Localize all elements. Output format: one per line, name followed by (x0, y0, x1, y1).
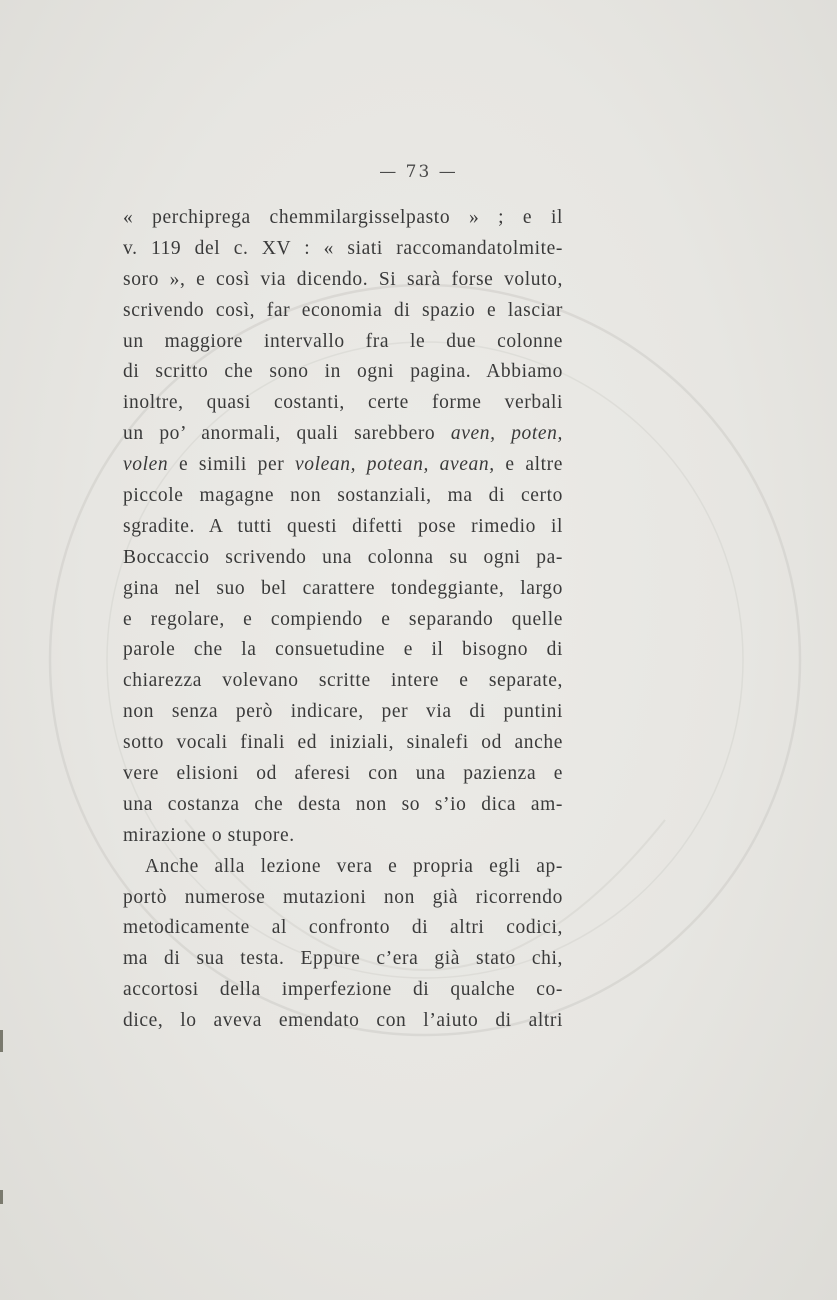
italic-text: aven, poten, (450, 423, 563, 445)
text-line: ma di sua testa. Eppure c’era già stato chi, (123, 948, 563, 970)
text-line: di scritto che sono in ogni pagina. Abbiamo (123, 361, 563, 383)
page-edge-mark (0, 1190, 3, 1204)
text-line: v. 119 del c. XV : « siati raccomandatolmite- (123, 237, 563, 259)
text-segment: un po’ anormali, quali sarebbero (123, 423, 451, 445)
text-line (123, 450, 563, 481)
text-segment: e simili per (168, 454, 296, 476)
text-line: gina nel suo bel carattere tondeggiante, largo (123, 577, 563, 599)
text-line: vere elisioni od aferesi con una pazienza e (123, 763, 563, 785)
page-edge-mark (0, 1030, 3, 1052)
text-line: chiarezza volevano scritte intere e separate, (123, 670, 563, 692)
body-text (123, 203, 563, 1037)
text-line: « perchiprega chemmilargisselpasto » ; e il (123, 207, 563, 228)
italic-text: volen (123, 454, 169, 476)
text-line: portò numerose mutazioni non già ricorrendo (123, 886, 563, 908)
text-line: sotto vocali finali ed iniziali, sinalefi od anche (123, 732, 563, 754)
text-line: metodicamente al confronto di altri codici, (123, 917, 563, 939)
text-segment: e altre (494, 454, 563, 476)
text-line: Anche alla lezione vera e propria egli ap- (145, 855, 563, 877)
text-line: piccole magagne non sostanziali, ma di certo (123, 485, 563, 507)
text-line (123, 419, 563, 450)
text-line: non senza però indicare, per via di puntini (123, 701, 563, 723)
text-line: scrivendo così, far economia di spazio e lasciar (123, 299, 563, 321)
text-line: dice, lo aveva emendato con l’aiuto di altri (123, 1010, 563, 1032)
page-number: — 73 — (379, 162, 458, 182)
italic-text: volean, potean, avean, (295, 454, 495, 476)
text-line: Boccaccio scrivendo una colonna su ogni pa- (123, 546, 563, 568)
text-line: una costanza che desta non so s’io dica am- (123, 793, 563, 815)
text-line: parole che la consuetudine e il bisogno di (123, 639, 563, 661)
text-line: un maggiore intervallo fra le due colonne (123, 330, 563, 352)
text-line: inoltre, quasi costanti, certe forme verbali (123, 392, 563, 414)
text-line: soro », e così via dicendo. Si sarà forse voluto, (123, 268, 563, 290)
text-line: sgradite. A tutti questi difetti pose rimedio il (123, 515, 563, 537)
text-line: mirazione o stupore. (123, 824, 295, 846)
text-line: accortosi della imperfezione di qualche co- (123, 979, 563, 1001)
text-line: e regolare, e compiendo e separando quelle (123, 608, 563, 630)
